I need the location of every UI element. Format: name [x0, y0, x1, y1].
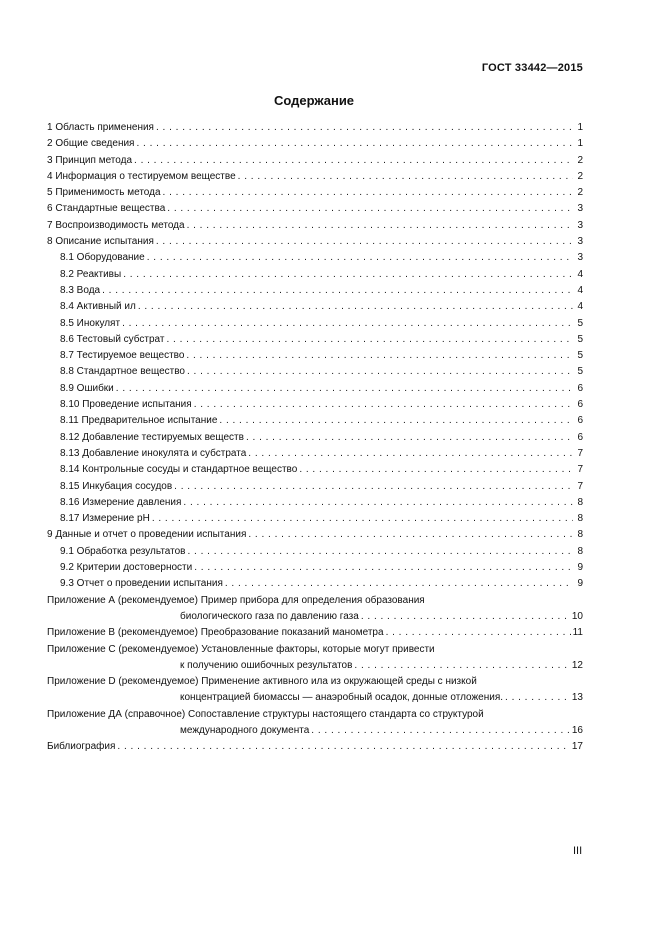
toc-entry-label: 9.2 Критерии достоверности	[60, 562, 193, 574]
toc-entry[interactable]	[47, 218, 583, 234]
toc-entry-page: 11	[572, 627, 583, 639]
toc-subentry[interactable]	[47, 479, 583, 495]
toc-subentry[interactable]	[47, 364, 583, 380]
toc-subentry[interactable]	[47, 283, 583, 299]
toc-entry-page: 13	[571, 692, 583, 704]
leader-dots	[238, 172, 573, 185]
leader-dots	[116, 384, 573, 397]
toc-subentry[interactable]	[47, 381, 583, 397]
toc-subentry[interactable]	[47, 316, 583, 332]
toc-entry-page: 8	[577, 529, 583, 541]
leader-dots	[505, 694, 570, 707]
toc-entry-page: 4	[577, 268, 583, 280]
toc-entry-page: 16	[571, 724, 583, 736]
leader-dots	[123, 270, 573, 283]
toc-entry-page: 4	[577, 301, 583, 313]
page-number: III	[573, 845, 583, 857]
appendix-title-continued: к получению ошибочных результатов	[180, 659, 353, 671]
leader-dots	[311, 726, 570, 739]
toc-subentry[interactable]	[47, 250, 583, 266]
toc-subentry[interactable]	[47, 544, 583, 560]
toc-subentry[interactable]	[47, 511, 583, 527]
appendix-title-continued: международного документа	[180, 724, 310, 736]
toc-entry-label: 9 Данные и отчет о проведении испытания	[47, 529, 247, 541]
toc-entry-label: 7 Воспроизводимость метода	[47, 219, 185, 231]
toc-subentry[interactable]	[47, 413, 583, 429]
toc-entry-page: 7	[577, 464, 583, 476]
toc-entry-page: 12	[571, 659, 583, 671]
leader-dots	[183, 498, 573, 511]
leader-dots	[248, 531, 573, 544]
toc-entry-page: 17	[571, 741, 583, 753]
leader-dots	[194, 400, 573, 413]
toc-entry-label: 8.14 Контрольные сосуды и стандартное вещество	[60, 464, 298, 476]
toc-entry[interactable]	[47, 234, 583, 250]
leader-dots	[174, 482, 573, 495]
toc-subentry[interactable]	[47, 397, 583, 413]
toc-entry-page: 1	[577, 122, 583, 133]
toc-entry-label: 8.4 Активный ил	[60, 301, 136, 313]
toc-entry-page: 5	[577, 366, 583, 378]
toc-entry-label: 8.1 Оборудование	[60, 252, 145, 264]
toc-subentry[interactable]	[47, 267, 583, 283]
toc-entry-page: 10	[571, 610, 583, 622]
leader-dots	[138, 303, 573, 316]
leader-dots	[361, 612, 570, 625]
toc-entry-page: 2	[577, 187, 583, 199]
toc-appendix[interactable]	[47, 625, 583, 641]
toc-entry[interactable]	[47, 185, 583, 201]
toc-entry-page: 3	[577, 252, 583, 264]
toc-entry-page: 3	[577, 236, 583, 248]
appendix-title-continued: концентрацией биомассы — анаэробный осадок, донные отложения.	[180, 692, 504, 704]
leader-dots	[163, 188, 573, 201]
leader-dots	[102, 286, 573, 299]
toc-entry[interactable]	[47, 169, 583, 185]
toc-entry[interactable]	[47, 153, 583, 169]
toc-entry-page: 7	[577, 480, 583, 492]
toc-entry-label: 8.2 Реактивы	[60, 268, 122, 280]
leader-dots	[166, 335, 573, 348]
toc-entry-label: 5 Применимость метода	[47, 187, 161, 199]
toc-entry[interactable]	[47, 120, 583, 136]
appendix-title: Приложение D (рекомендуемое) Применение активного ила из окружающей среды с низкой	[47, 676, 477, 688]
toc-entry-label: 8.12 Добавление тестируемых веществ	[60, 431, 244, 443]
leader-dots	[386, 629, 571, 642]
toc-subentry[interactable]	[47, 462, 583, 478]
toc-entry-label: 8.3 Вода	[60, 284, 101, 296]
table-of-contents	[47, 120, 583, 756]
toc-subentry[interactable]	[47, 495, 583, 511]
document-number: ГОСТ 33442—2015	[481, 62, 583, 74]
toc-entry[interactable]	[47, 527, 583, 543]
toc-subentry[interactable]	[47, 446, 583, 462]
leader-dots	[156, 123, 573, 136]
toc-entry-page: 5	[577, 317, 583, 329]
toc-entry-label: 9.3 Отчет о проведении испытания	[60, 578, 223, 590]
appendix-title: Приложение ДА (справочное) Сопоставление структуры настоящего стандарта со структурой	[47, 708, 484, 720]
toc-entry-label: 8.9 Ошибки	[60, 382, 114, 394]
toc-appendix[interactable]	[47, 642, 583, 675]
leader-dots	[219, 417, 573, 430]
toc-entry-label: 4 Информация о тестируемом веществе	[47, 170, 236, 182]
toc-subentry[interactable]	[47, 560, 583, 576]
leader-dots	[225, 580, 573, 593]
leader-dots	[354, 661, 569, 674]
toc-entry-label: 8.10 Проведение испытания	[60, 399, 192, 411]
toc-entry-label: 8.17 Измерение pH	[60, 513, 150, 525]
toc-entry-page: 7	[577, 447, 583, 459]
toc-subentry[interactable]	[47, 430, 583, 446]
toc-entry-label: 8.8 Стандартное вещество	[60, 366, 185, 378]
toc-appendix[interactable]	[47, 674, 583, 707]
toc-entry-label: 2 Общие сведения	[47, 138, 135, 150]
toc-entry[interactable]	[47, 136, 583, 152]
toc-entry-label: 8.13 Добавление инокулята и субстрата	[60, 447, 247, 459]
toc-subentry[interactable]	[47, 348, 583, 364]
toc-entry-page: 8	[577, 545, 583, 557]
appendix-title: Приложение С (рекомендуемое) Установленные факторы, которые могут привести	[47, 643, 435, 655]
leader-dots	[122, 319, 573, 332]
leader-dots	[246, 433, 573, 446]
appendix-title: Приложение В (рекомендуемое) Преобразование показаний манометра	[47, 627, 384, 639]
toc-entry-label: 6 Стандартные вещества	[47, 203, 166, 215]
leader-dots	[167, 205, 573, 218]
leader-dots	[117, 743, 569, 756]
toc-appendix[interactable]	[47, 707, 583, 740]
leader-dots	[187, 221, 573, 234]
toc-entry-page: 2	[577, 154, 583, 166]
toc-subentry[interactable]	[47, 332, 583, 348]
toc-entry-page: 6	[577, 431, 583, 443]
toc-entry-page: 8	[577, 496, 583, 508]
toc-entry-page: 4	[577, 284, 583, 296]
toc-subentry[interactable]	[47, 299, 583, 315]
toc-entry-label: Библиография	[47, 741, 116, 753]
toc-entry-label: 8.16 Измерение давления	[60, 496, 182, 508]
toc-entry-label: 9.1 Обработка результатов	[60, 545, 186, 557]
toc-entry-page: 3	[577, 219, 583, 231]
toc-entry-page: 8	[577, 513, 583, 525]
toc-entry[interactable]	[47, 201, 583, 217]
toc-entry-page: 9	[577, 562, 583, 574]
leader-dots	[187, 547, 573, 560]
leader-dots	[134, 156, 573, 169]
toc-entry-label: 1 Область применения	[47, 122, 154, 133]
toc-entry-page: 6	[577, 415, 583, 427]
leader-dots	[186, 351, 573, 364]
leader-dots	[152, 514, 573, 527]
toc-entry-page: 9	[577, 578, 583, 590]
toc-entry-page: 5	[577, 350, 583, 362]
leader-dots	[194, 563, 573, 576]
toc-entry-page: 1	[577, 138, 583, 150]
leader-dots	[248, 449, 573, 462]
leader-dots	[187, 368, 573, 381]
toc-entry-page: 5	[577, 333, 583, 345]
toc-entry-label: 3 Принцип метода	[47, 154, 133, 166]
leader-dots	[156, 237, 573, 250]
leader-dots	[136, 140, 573, 153]
toc-entry-page: 2	[577, 170, 583, 182]
appendix-title-continued: биологического газа по давлению газа	[180, 610, 359, 622]
appendix-title: Приложение А (рекомендуемое) Пример прибора для определения образования	[47, 594, 425, 606]
toc-entry-label: 8.7 Тестируемое вещество	[60, 350, 185, 362]
toc-entry-label: 8.15 Инкубация сосудов	[60, 480, 173, 492]
toc-subentry[interactable]	[47, 576, 583, 592]
toc-entry-page: 3	[577, 203, 583, 215]
toc-entry-label: 8.11 Предварительное испытание	[60, 415, 218, 427]
toc-entry-page: 6	[577, 399, 583, 411]
page-title: Содержание	[273, 93, 355, 108]
toc-entry-label: 8.6 Тестовый субстрат	[60, 333, 165, 345]
toc-bibliography[interactable]	[47, 739, 583, 755]
toc-entry-page: 6	[577, 382, 583, 394]
toc-appendix[interactable]	[47, 593, 583, 626]
toc-entry-label: 8 Описание испытания	[47, 236, 154, 248]
leader-dots	[147, 254, 573, 267]
leader-dots	[299, 466, 573, 479]
toc-entry-label: 8.5 Инокулят	[60, 317, 121, 329]
